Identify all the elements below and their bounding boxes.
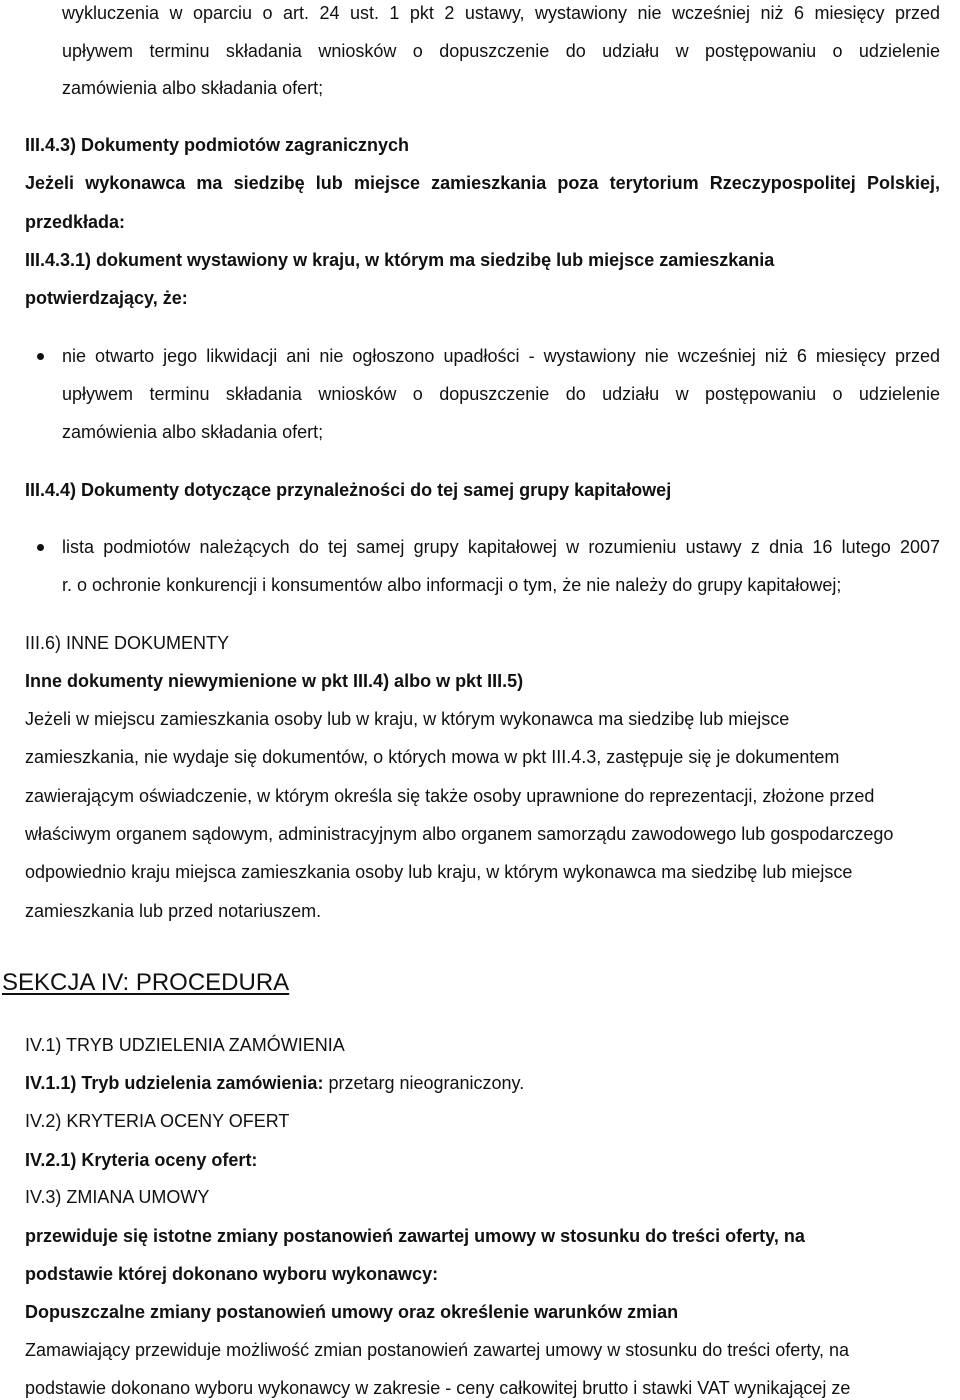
section-heading-iii-6: III.6) INNE DOKUMENTY — [25, 633, 230, 653]
procedure-type-value: przetarg nieograniczony. — [323, 1073, 525, 1093]
subsection-heading: Inne dokumenty niewymienione w pkt III.4) albo w pkt III.5) — [25, 671, 524, 691]
section-heading-iv-3: IV.3) ZMIANA UMOWY — [25, 1187, 210, 1207]
paragraph-line: upływem terminu składania wniosków o dopuszczenie do udziału w postępowaniu o udzielenie — [62, 41, 940, 61]
section-heading-iv-1: IV.1) TRYB UDZIELENIA ZAMÓWIENIA — [25, 1035, 345, 1055]
paragraph-line: zamieszkania lub przed notariuszem. — [25, 901, 322, 921]
procedure-type-line — [25, 1072, 940, 1094]
paragraph-line: przewiduje się istotne zmiany postanowień zawartej umowy w stosunku do treści oferty, na — [25, 1226, 805, 1246]
paragraph-line: Jeżeli w miejscu zamieszkania osoby lub w kraju, w którym wykonawca ma siedzibę lub miejsce — [25, 709, 790, 729]
bullet-icon — [37, 353, 44, 360]
paragraph-line: odpowiednio kraju miejsca zamieszkania osoby lub kraju, w którym wykonawca ma siedzibę lub miejsce — [25, 862, 853, 882]
list-item-line: zamówienia albo składania ofert; — [62, 422, 324, 442]
paragraph-line: Jeżeli wykonawca ma siedzibę lub miejsce zamieszkania poza terytorium Rzeczypospolitej Polskiej, — [25, 173, 940, 193]
list-item-line: lista podmiotów należących do tej samej grupy kapitałowej w rozumieniu ustawy z dnia 16 lutego 2007 — [62, 537, 940, 557]
paragraph-line: podstawie której dokonano wyboru wykonawcy: — [25, 1264, 439, 1284]
section-heading-iii-4-3: III.4.3) Dokumenty podmiotów zagranicznych — [25, 135, 410, 155]
subsection-heading-iii-4-3-1: III.4.3.1) dokument wystawiony w kraju, w którym ma siedzibę lub miejsce zamieszkania — [25, 250, 775, 270]
section-heading-iii-4-4: III.4.4) Dokumenty dotyczące przynależności do tej samej grupy kapitałowej — [25, 480, 672, 500]
section-title-sekcja-iv: SEKCJA IV: PROCEDURA — [2, 969, 290, 996]
paragraph-line: potwierdzający, że: — [25, 288, 188, 308]
paragraph-line: właściwym organem sądowym, administracyjnym albo organem samorządu zawodowego lub gospodarczego — [25, 824, 894, 844]
list-item-line: r. o ochronie konkurencji i konsumentów albo informacji o tym, że nie należy do grupy kapitałowej; — [62, 575, 842, 595]
list-item-line: nie otwarto jego likwidacji ani nie ogłoszono upadłości - wystawiony nie wcześniej niż 6 miesięcy przed — [62, 346, 940, 366]
paragraph-line: przedkłada: — [25, 212, 126, 232]
paragraph-line: zawierającym oświadczenie, w którym określa się także osoby uprawnione do reprezentacji, złożone przed — [25, 786, 875, 806]
paragraph-line: zamieszkania, nie wydaje się dokumentów, o których mowa w pkt III.4.3, zastępuje się je dokumentem — [25, 747, 840, 767]
subsection-heading: Dopuszczalne zmiany postanowień umowy oraz określenie warunków zmian — [25, 1302, 679, 1322]
paragraph-line: zamówienia albo składania ofert; — [62, 78, 324, 98]
paragraph-line: podstawie dokonano wyboru wykonawcy w zakresie - ceny całkowitej brutto i stawki VAT wynikającej ze — [25, 1378, 851, 1398]
section-heading-iv-2: IV.2) KRYTERIA OCENY OFERT — [25, 1111, 290, 1131]
paragraph-line: Zamawiający przewiduje możliwość zmian postanowień zawartej umowy w stosunku do treści oferty, na — [25, 1340, 850, 1360]
bullet-icon — [37, 544, 44, 551]
subsection-heading-iv-2-1: IV.2.1) Kryteria oceny ofert: — [25, 1150, 258, 1170]
list-item-line: upływem terminu składania wniosków o dopuszczenie do udziału w postępowaniu o udzielenie — [62, 384, 940, 404]
paragraph-line: wykluczenia w oparciu o art. 24 ust. 1 pkt 2 ustawy, wystawiony nie wcześniej niż 6 miesięcy przed — [62, 3, 940, 23]
procedure-type-label: IV.1.1) Tryb udzielenia zamówienia: — [25, 1073, 324, 1093]
